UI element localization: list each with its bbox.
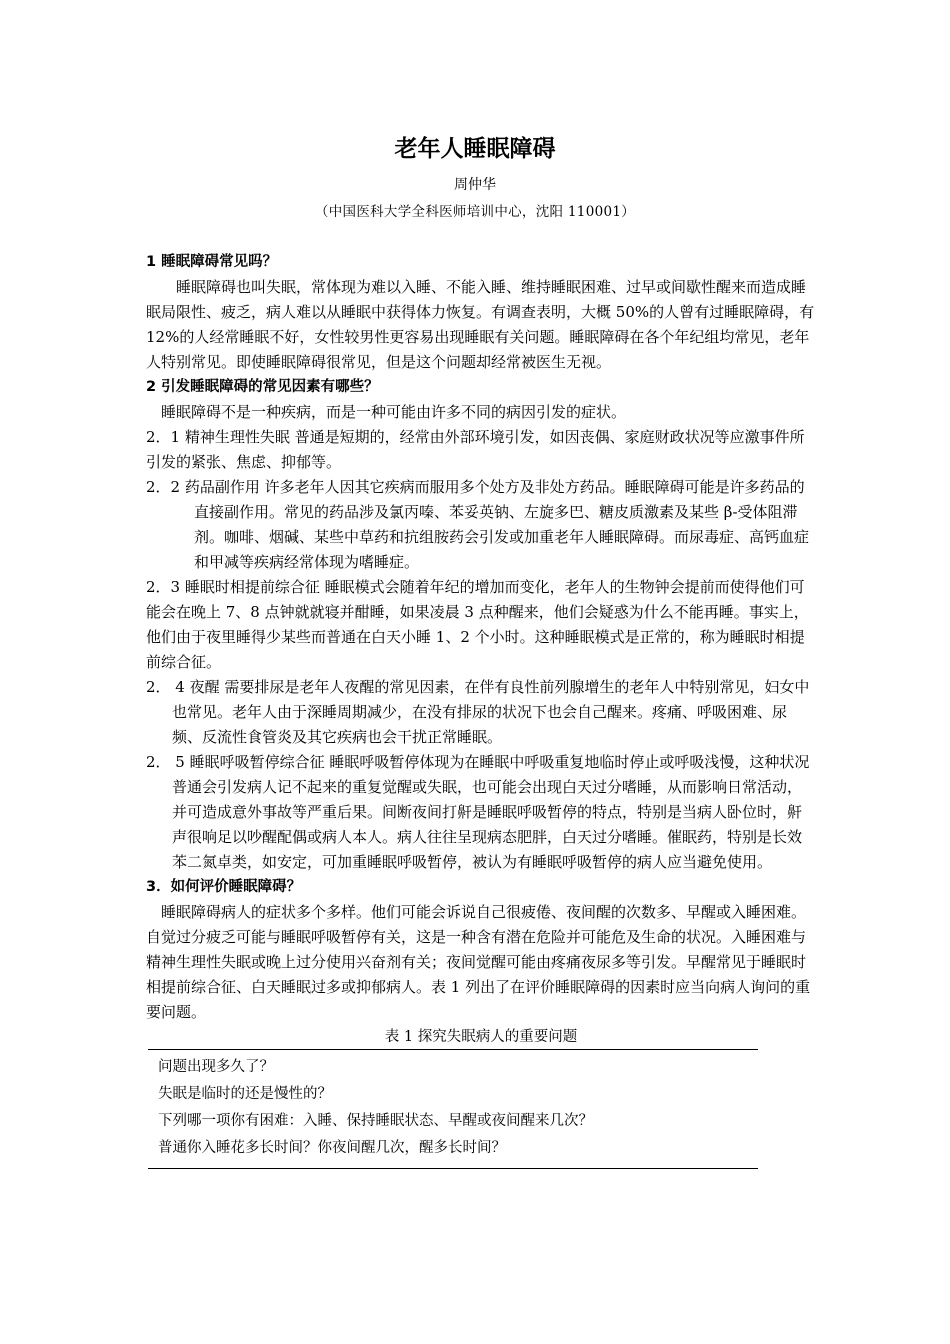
table-row: 失眠是临时的还是慢性的？ <box>158 1086 332 1102</box>
section-heading-3: 3．如何评价睡眠障碍？ <box>146 879 302 895</box>
article-body <box>146 250 816 1169</box>
paragraph-s1: 睡眠障碍也叫失眠，常体现为难以入睡、不能入睡、维持睡眠困难、过早或间歇性醒来而造成睡眠局限性、疲乏，病人难以从睡眠中获得体力恢复。有调查表明，大概 50%的人曾有过睡眠障碍，有 12%的人经常睡眠不好，女性较男性更容易出现睡眠有关问题。睡眠障碍在各个年纪组均常见，老年人特别常见。即使睡眠障碍很常见，但是这个问题却经常被医生无视。 <box>146 278 815 371</box>
paragraph-s2-1: 2．1 精神生理性失眠 普通是短期的，经常由外部环境引发，如因丧偶、家庭财政状况等应激事件所引发的紧张、焦虑、抑郁等。 <box>146 428 805 471</box>
paragraph-s2-3: 2．3 睡眠时相提前综合征 睡眠模式会随着年纪的增加而变化，老年人的生物钟会提前而使得他们可能会在晚上 7、8 点钟就就寝并酣睡，如果凌晨 3 点种醒来，他们会疑惑为什么不能再睡。事实上，他们由于夜里睡得少某些而普通在白天小睡 1、2 个小时。这种睡眠模式是正常的，称为睡眠时相提前综合征。 <box>146 578 809 671</box>
table-row: 下列哪一项你有困难：入睡、保持睡眠状态、早醒或夜间醒来几次？ <box>158 1113 593 1129</box>
paragraph-s2-5: 2． 5 睡眠呼吸暂停综合征 睡眠呼吸暂停体现为在睡眠中呼吸重复地临时停止或呼吸浅慢，这种状况普通会引发病人记不起来的重复觉醒或失眠，也可能会出现白天过分嗜睡，从而影响日常活动，并可造成意外事故等严重后果。间断夜间打鼾是睡眠呼吸暂停的特点，特别是当病人卧位时，鼾声很响足以吵醒配偶或病人本人。病人往往呈现病态肥胖，白天过分嗜睡。催眠药，特别是长效苯二氮卓类，如安定，可加重睡眠呼吸暂停，被认为有睡眠呼吸暂停的病人应当避免使用。 <box>146 753 810 871</box>
section-heading-2: 2 引发睡眠障碍的常见因素有哪些？ <box>146 379 379 395</box>
paragraph-s3: 睡眠障碍病人的症状多个多样。他们可能会诉说自己很疲倦、夜间醒的次数多、早醒或入睡困难。自觉过分疲乏可能与睡眠呼吸暂停有关，这是一种含有潜在危险并可能危及生命的状况。入睡困难与精神生理性失眠或晚上过分使用兴奋剂有关；夜间觉醒可能由疼痛夜尿多等引发。早醒常见于睡眠时相提前综合征、白天睡眠过多或抑郁病人。表 1 列出了在评价睡眠障碍的因素时应当向病人询问的重要问题。 <box>146 903 811 1021</box>
table-caption: 表 1 探究失眠病人的重要问题 <box>384 1029 578 1045</box>
questions-table <box>148 1049 758 1169</box>
author-name: 周仲华 <box>454 177 496 193</box>
section-heading-1: 1 睡眠障碍常见吗？ <box>146 254 278 270</box>
paragraph-s2-4: 2． 4 夜醒 需要排尿是老年人夜醒的常见因素，在伴有良性前列腺增生的老年人中特别常见，妇女中也常见。老年人由于深睡周期减少，在没有排尿的状况下也会自己醒来。疼痛、呼吸困难、尿频、反流性食管炎及其它疾病也会干扰正常睡眠。 <box>146 678 810 746</box>
table-row: 普通你入睡花多长时间？你夜间醒几次，醒多长时间？ <box>158 1140 506 1156</box>
paragraph-s2-2: 2．2 药品副作用 许多老年人因其它疾病而服用多个处方及非处方药品。睡眠障碍可能是许多药品的直接副作用。常见的药品涉及氯丙嗪、苯妥英钠、左旋多巴、糖皮质激素及某些 β-受体阻滞剂。咖啡、烟碱、某些中草药和抗组胺药会引发或加重老年人睡眠障碍。而尿毒症、高钙血症和甲减等疾病经常体现为嗜睡症。 <box>146 478 810 571</box>
author-affiliation: （中国医科大学全科医师培训中心，沈阳 110001） <box>314 204 636 220</box>
table-row: 问题出现多久了？ <box>158 1059 274 1075</box>
document-title: 老年人睡眠障碍 <box>394 136 556 162</box>
paragraph-s2-intro: 睡眠障碍不是一种疾病，而是一种可能由许多不同的病因引发的症状。 <box>161 403 627 421</box>
